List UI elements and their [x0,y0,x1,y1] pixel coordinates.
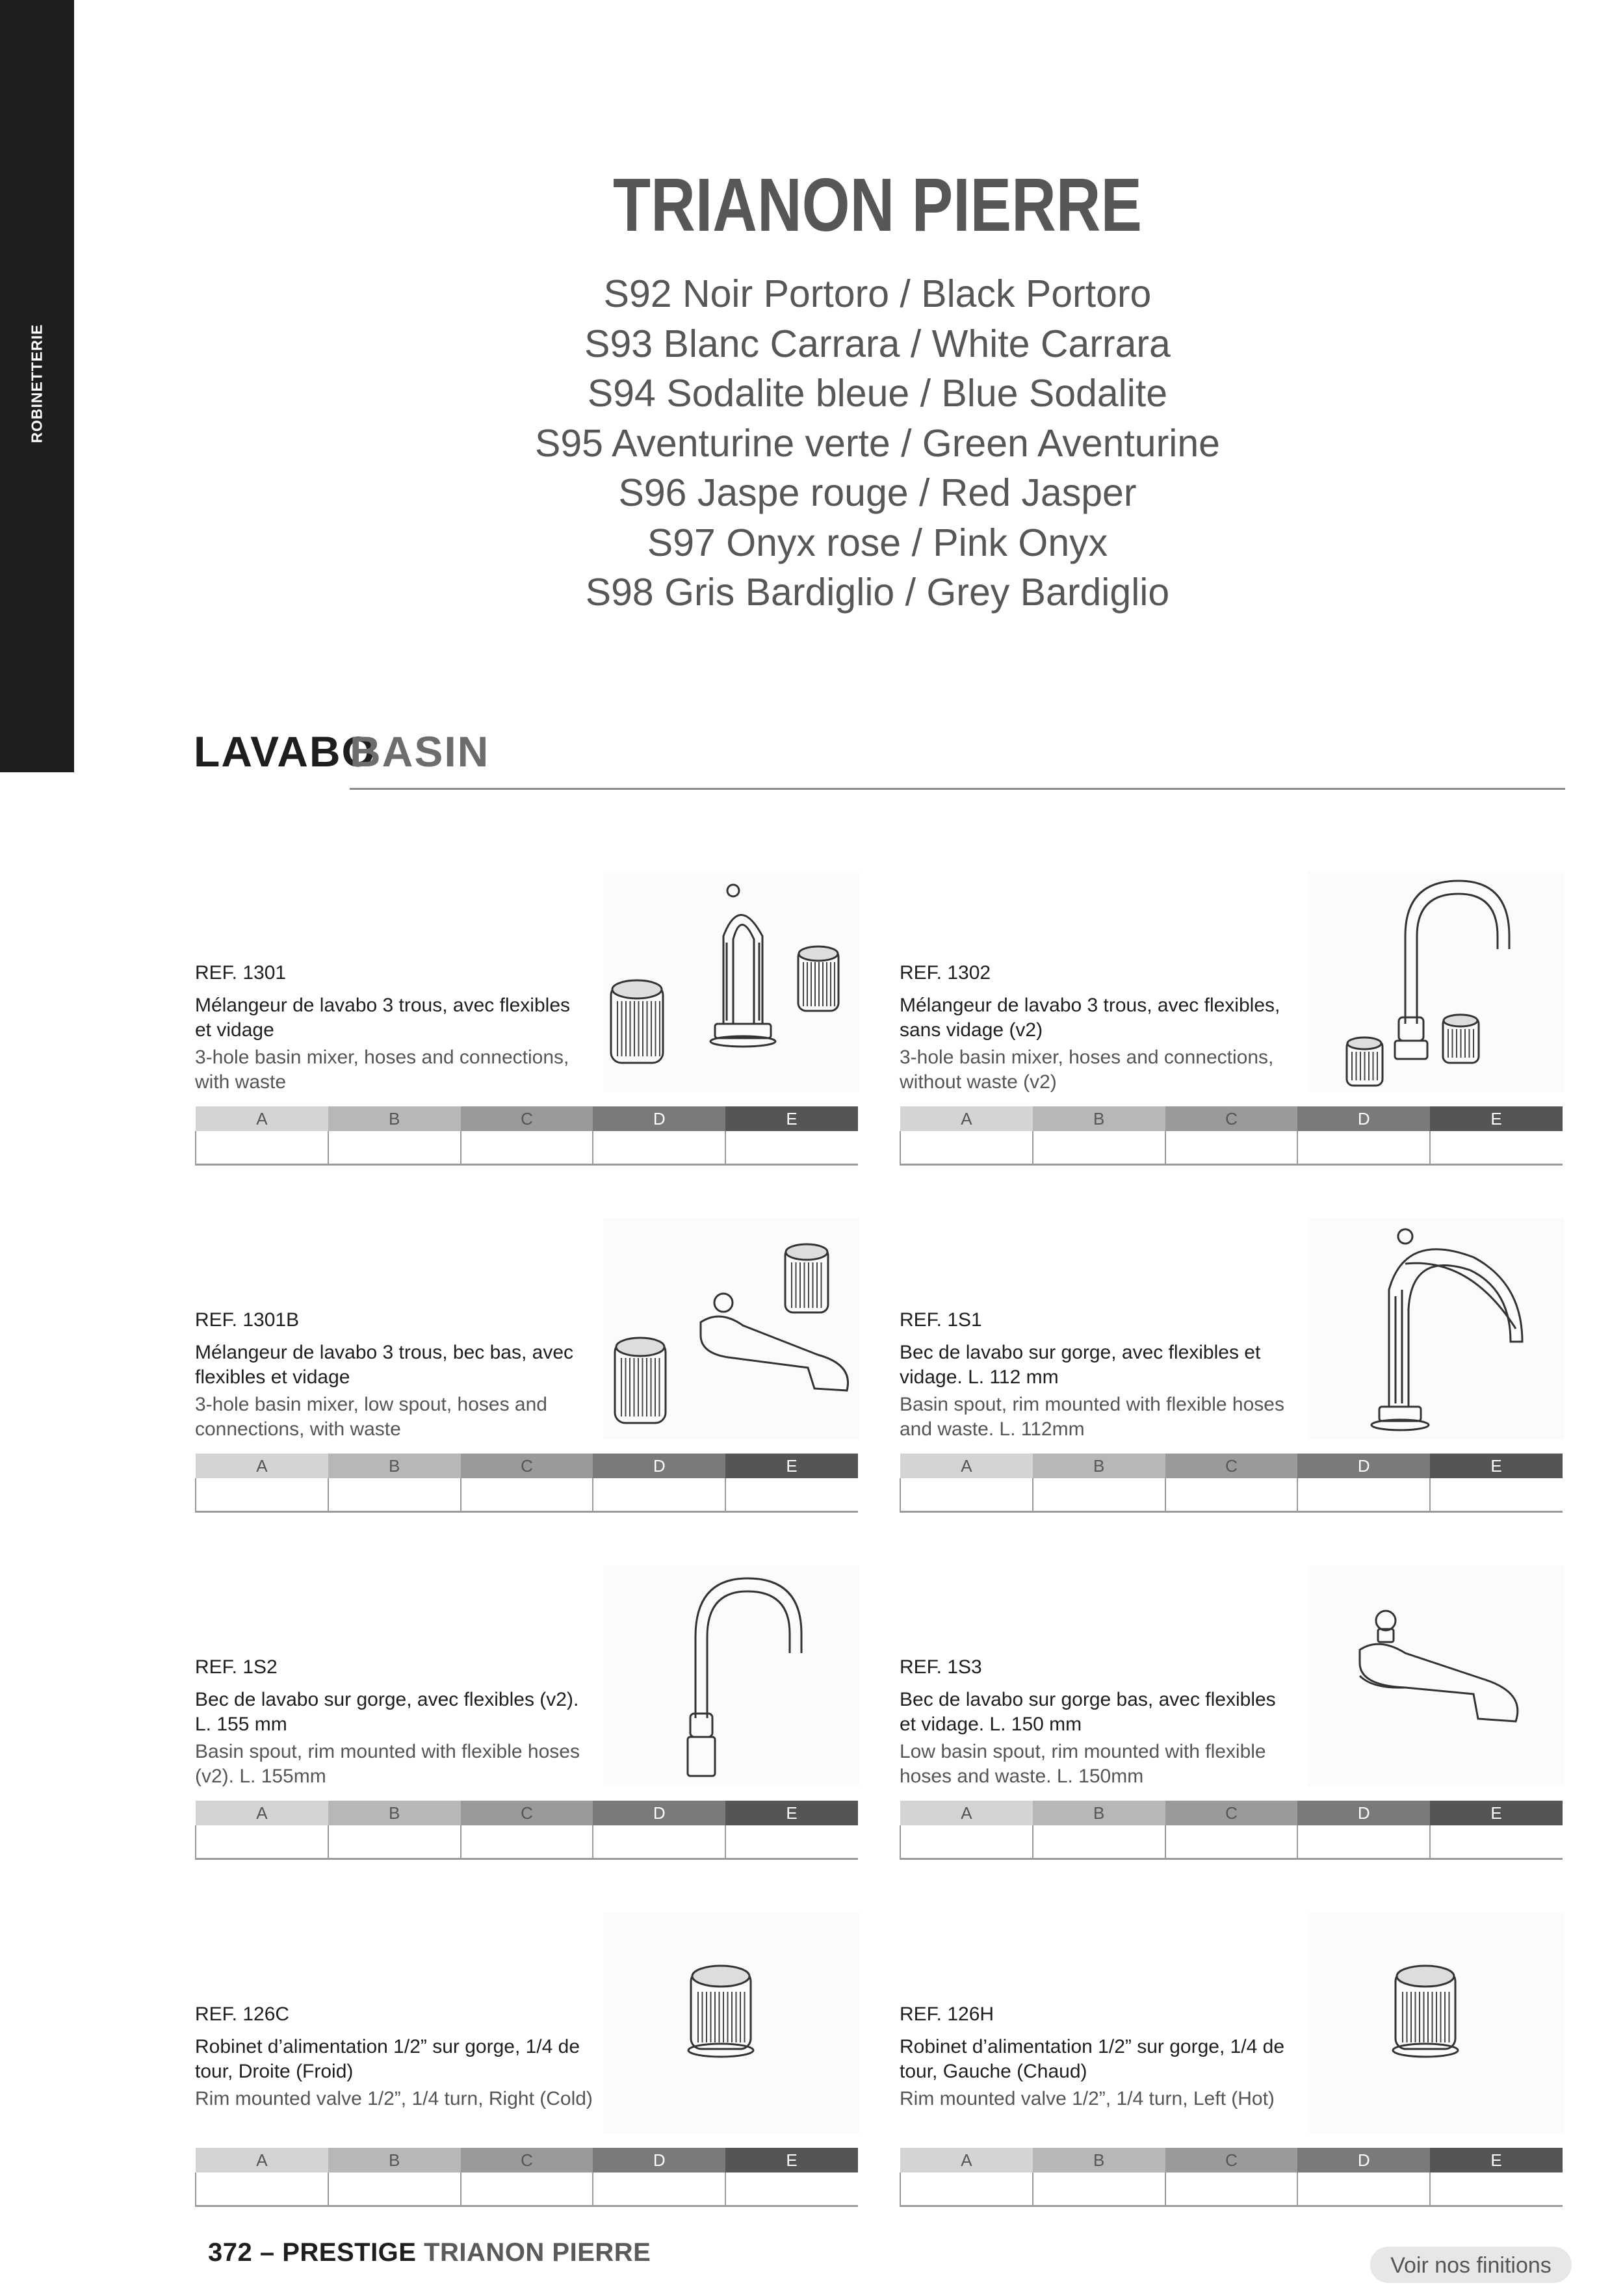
finish-cell [1165,1131,1298,1165]
finish-column-header: B [328,1801,461,1825]
product-illustration [603,1565,859,1786]
finish-cell [900,2172,1033,2206]
product-ref-code: 126C [242,2003,290,2025]
finish-column-header: D [593,1106,725,1131]
finish-column-header: C [1165,1106,1298,1131]
finish-cell [461,1478,593,1512]
finish-item: S94 Sodalite bleue / Blue Sodalite [587,372,1168,415]
basin-mixer-3-hole-icon [603,871,859,1092]
finish-column-header: D [1297,2148,1430,2172]
finish-column-header: A [900,2148,1033,2172]
finish-cell [196,2172,328,2206]
finish-column-header: C [461,1801,593,1825]
finish-cell [725,1825,858,1859]
finish-list [0,269,1623,618]
finish-cell [461,2172,593,2206]
finish-column-header: B [1033,1801,1165,1825]
product-description-fr: Mélangeur de lavabo 3 trous, avec flexibles, sans vidage (v2) [900,995,1280,1041]
finish-cell [1297,1825,1430,1859]
finish-header-row [196,2148,858,2172]
footer-collection: TRIANON PIERRE [424,2238,651,2267]
finish-item: S92 Noir Portoro / Black Portoro [603,272,1152,315]
finish-cell [196,1131,328,1165]
finish-item: S95 Aventurine verte / Green Aventurine [535,421,1220,465]
finish-column-header: C [1165,1801,1298,1825]
finish-column-header: C [1165,1454,1298,1478]
finish-column-header: D [1297,1454,1430,1478]
finish-column-header: B [1033,2148,1165,2172]
finish-cell [593,2172,725,2206]
product-description-fr: Bec de lavabo sur gorge, avec flexibles et vidage. L. 112 mm [900,1342,1261,1388]
footer-page-number: 372 – PRESTIGE [208,2238,417,2267]
basin-spout-fluted-icon [1308,1218,1564,1439]
product-ref [195,1656,278,1678]
finish-cell [1430,1131,1563,1165]
finish-cell [593,1131,725,1165]
product-ref [195,1309,299,1331]
product-ref [900,962,991,984]
finish-column-header: A [900,1801,1033,1825]
finish-header-row [900,1801,1563,1825]
finish-cell [1297,1131,1430,1165]
product-ref-code: 1301 [242,962,287,984]
product-illustration [1308,1565,1564,1786]
product-description-en: 3-hole basin mixer, hoses and connections, without waste (v2) [900,1047,1274,1093]
basin-mixer-gooseneck-icon [1308,871,1564,1092]
product-ref [195,2003,289,2026]
finish-column-header: D [593,1454,725,1478]
product-description-fr: Robinet d’alimentation 1/2” sur gorge, 1/4 de tour, Gauche (Chaud) [900,2036,1285,2082]
finish-column-header: B [1033,1454,1165,1478]
product-ref-code: 1301B [242,1309,300,1331]
product-card [194,1218,859,1517]
product-card [194,1912,859,2211]
product-card [194,871,859,1170]
finish-table [900,2148,1563,2207]
finish-cell [725,1131,858,1165]
product-illustration [603,871,859,1092]
product-description-fr: Mélangeur de lavabo 3 trous, avec flexibles et vidage [195,995,571,1041]
product-card [898,1218,1564,1517]
finish-column-header: A [196,1801,328,1825]
finish-cell [196,1825,328,1859]
finish-item: S93 Blanc Carrara / White Carrara [584,322,1171,365]
product-ref-code: 1S3 [947,1656,982,1678]
finish-header-row [196,1106,858,1131]
finish-cell [1297,2172,1430,2206]
finish-column-header: C [461,1454,593,1478]
product-description-en: Basin spout, rim mounted with flexible hoses (v2). L. 155mm [195,1741,580,1787]
product-description-fr: Bec de lavabo sur gorge, avec flexibles (v2). L. 155 mm [195,1689,579,1735]
product-illustration [1308,871,1564,1092]
finish-column-header: C [1165,2148,1298,2172]
product-ref-prefix: REF. [900,2003,948,2025]
product-description-fr: Mélangeur de lavabo 3 trous, bec bas, avec flexibles et vidage [195,1342,574,1388]
product-description-en: Basin spout, rim mounted with flexible hoses and waste. L. 112mm [900,1394,1284,1440]
product-illustration [603,1218,859,1439]
finish-table [195,2148,858,2207]
finish-cell [328,2172,461,2206]
product-description-en: 3-hole basin mixer, hoses and connections, with waste [195,1047,569,1093]
finish-table [900,1454,1563,1513]
finish-cell [328,1131,461,1165]
finish-cell [1033,1131,1165,1165]
finish-row [900,1478,1563,1512]
finish-header-row [900,1454,1563,1478]
finish-table [195,1106,858,1166]
product-ref [195,962,286,984]
finish-column-header: E [1430,2148,1563,2172]
product-description-fr: Bec de lavabo sur gorge bas, avec flexibles et vidage. L. 150 mm [900,1689,1276,1735]
product-description-en: Low basin spout, rim mounted with flexible hoses and waste. L. 150mm [900,1741,1266,1787]
finish-row [900,1825,1563,1859]
finish-column-header: E [725,1106,858,1131]
finish-column-header: A [196,1106,328,1131]
finish-column-header: C [461,1106,593,1131]
finish-table [900,1106,1563,1166]
product-ref-prefix: REF. [195,2003,243,2025]
finish-cell [1033,2172,1165,2206]
product-ref-prefix: REF. [900,1656,948,1678]
finish-item: S97 Onyx rose / Pink Onyx [647,521,1108,564]
finish-header-row [900,2148,1563,2172]
finish-table [900,1801,1563,1860]
finish-column-header: B [1033,1106,1165,1131]
finish-column-header: B [328,1106,461,1131]
product-ref-code: 1S2 [242,1656,278,1678]
finish-table [195,1801,858,1860]
page-footer [208,2238,651,2267]
finish-table [195,1454,858,1513]
finish-cell [1430,2172,1563,2206]
finish-cell [328,1825,461,1859]
product-description-fr: Robinet d’alimentation 1/2” sur gorge, 1/4 de tour, Droite (Froid) [195,2036,580,2082]
finish-cell [328,1478,461,1512]
finish-column-header: A [196,2148,328,2172]
page-title: TRIANON PIERRE [613,163,1142,247]
product-description-en: Rim mounted valve 1/2”, 1/4 turn, Right (Cold) [195,2088,593,2109]
finish-cell [1033,1825,1165,1859]
finish-row [900,1131,1563,1165]
finish-row [196,1478,858,1512]
finish-cell [1430,1478,1563,1512]
finish-column-header: E [725,1454,858,1478]
finish-item: S98 Gris Bardiglio / Grey Bardiglio [585,571,1170,614]
finish-column-header: D [593,2148,725,2172]
finish-row [900,2172,1563,2206]
finish-row [196,2172,858,2206]
finish-cell [725,2172,858,2206]
finish-cell [1033,1478,1165,1512]
basin-spout-gooseneck-icon [603,1565,859,1786]
product-illustration [1308,1218,1564,1439]
finish-column-header: B [328,1454,461,1478]
finish-column-header: E [725,2148,858,2172]
finish-column-header: E [1430,1801,1563,1825]
product-card [898,871,1564,1170]
section-divider [350,788,1565,790]
basin-mixer-low-spout-icon [603,1218,859,1439]
product-illustration [603,1912,859,2133]
rim-valve-icon [1308,1912,1564,2133]
finish-column-header: E [725,1801,858,1825]
finish-column-header: D [593,1801,725,1825]
section-heading [194,727,1565,785]
finish-cell [1165,1478,1298,1512]
finish-column-header: C [461,2148,593,2172]
product-card [898,1912,1564,2211]
product-ref-code: 126H [947,2003,994,2025]
finish-cell [725,1478,858,1512]
product-ref [900,1656,982,1678]
finish-cell [1430,1825,1563,1859]
finish-cell [900,1478,1033,1512]
finish-cell [461,1131,593,1165]
product-ref-prefix: REF. [195,962,243,984]
finish-cell [900,1131,1033,1165]
finish-cell [1165,2172,1298,2206]
product-ref-code: 1S1 [947,1309,982,1331]
finish-item: S96 Jaspe rouge / Red Jasper [618,471,1137,514]
finish-cell [461,1825,593,1859]
finish-row [196,1131,858,1165]
product-ref-prefix: REF. [900,962,948,984]
finish-cell [1297,1478,1430,1512]
finish-column-header: B [328,2148,461,2172]
product-ref-code: 1302 [947,962,991,984]
finish-row [196,1825,858,1859]
finish-column-header: A [900,1454,1033,1478]
section-title-fr: LAVABO [194,727,376,776]
product-card [898,1565,1564,1864]
finish-cell [593,1478,725,1512]
finish-cell [593,1825,725,1859]
product-ref-prefix: REF. [195,1656,243,1678]
section-title-en: BASIN [350,727,490,776]
product-description-en: 3-hole basin mixer, low spout, hoses and connections, with waste [195,1394,547,1440]
finish-column-header: D [1297,1106,1430,1131]
finish-header-row [196,1454,858,1478]
product-ref [900,1309,982,1331]
product-ref-prefix: REF. [195,1309,243,1331]
finish-column-header: E [1430,1106,1563,1131]
finish-column-header: E [1430,1454,1563,1478]
finish-header-row [196,1801,858,1825]
finish-cell [196,1478,328,1512]
finish-header-row [900,1106,1563,1131]
finish-column-header: D [1297,1801,1430,1825]
finish-cell [900,1825,1033,1859]
product-description-en: Rim mounted valve 1/2”, 1/4 turn, Left (Hot) [900,2088,1275,2109]
product-ref [900,2003,994,2026]
low-basin-spout-icon [1308,1565,1564,1786]
product-ref-prefix: REF. [900,1309,948,1331]
side-tab-label: ROBINETTERIE [28,324,45,443]
finish-cell [1165,1825,1298,1859]
view-finishes-button[interactable]: Voir nos finitions [1370,2247,1572,2283]
finish-column-header: A [196,1454,328,1478]
finish-column-header: A [900,1106,1033,1131]
rim-valve-icon [603,1912,859,2133]
product-illustration [1308,1912,1564,2133]
product-card [194,1565,859,1864]
